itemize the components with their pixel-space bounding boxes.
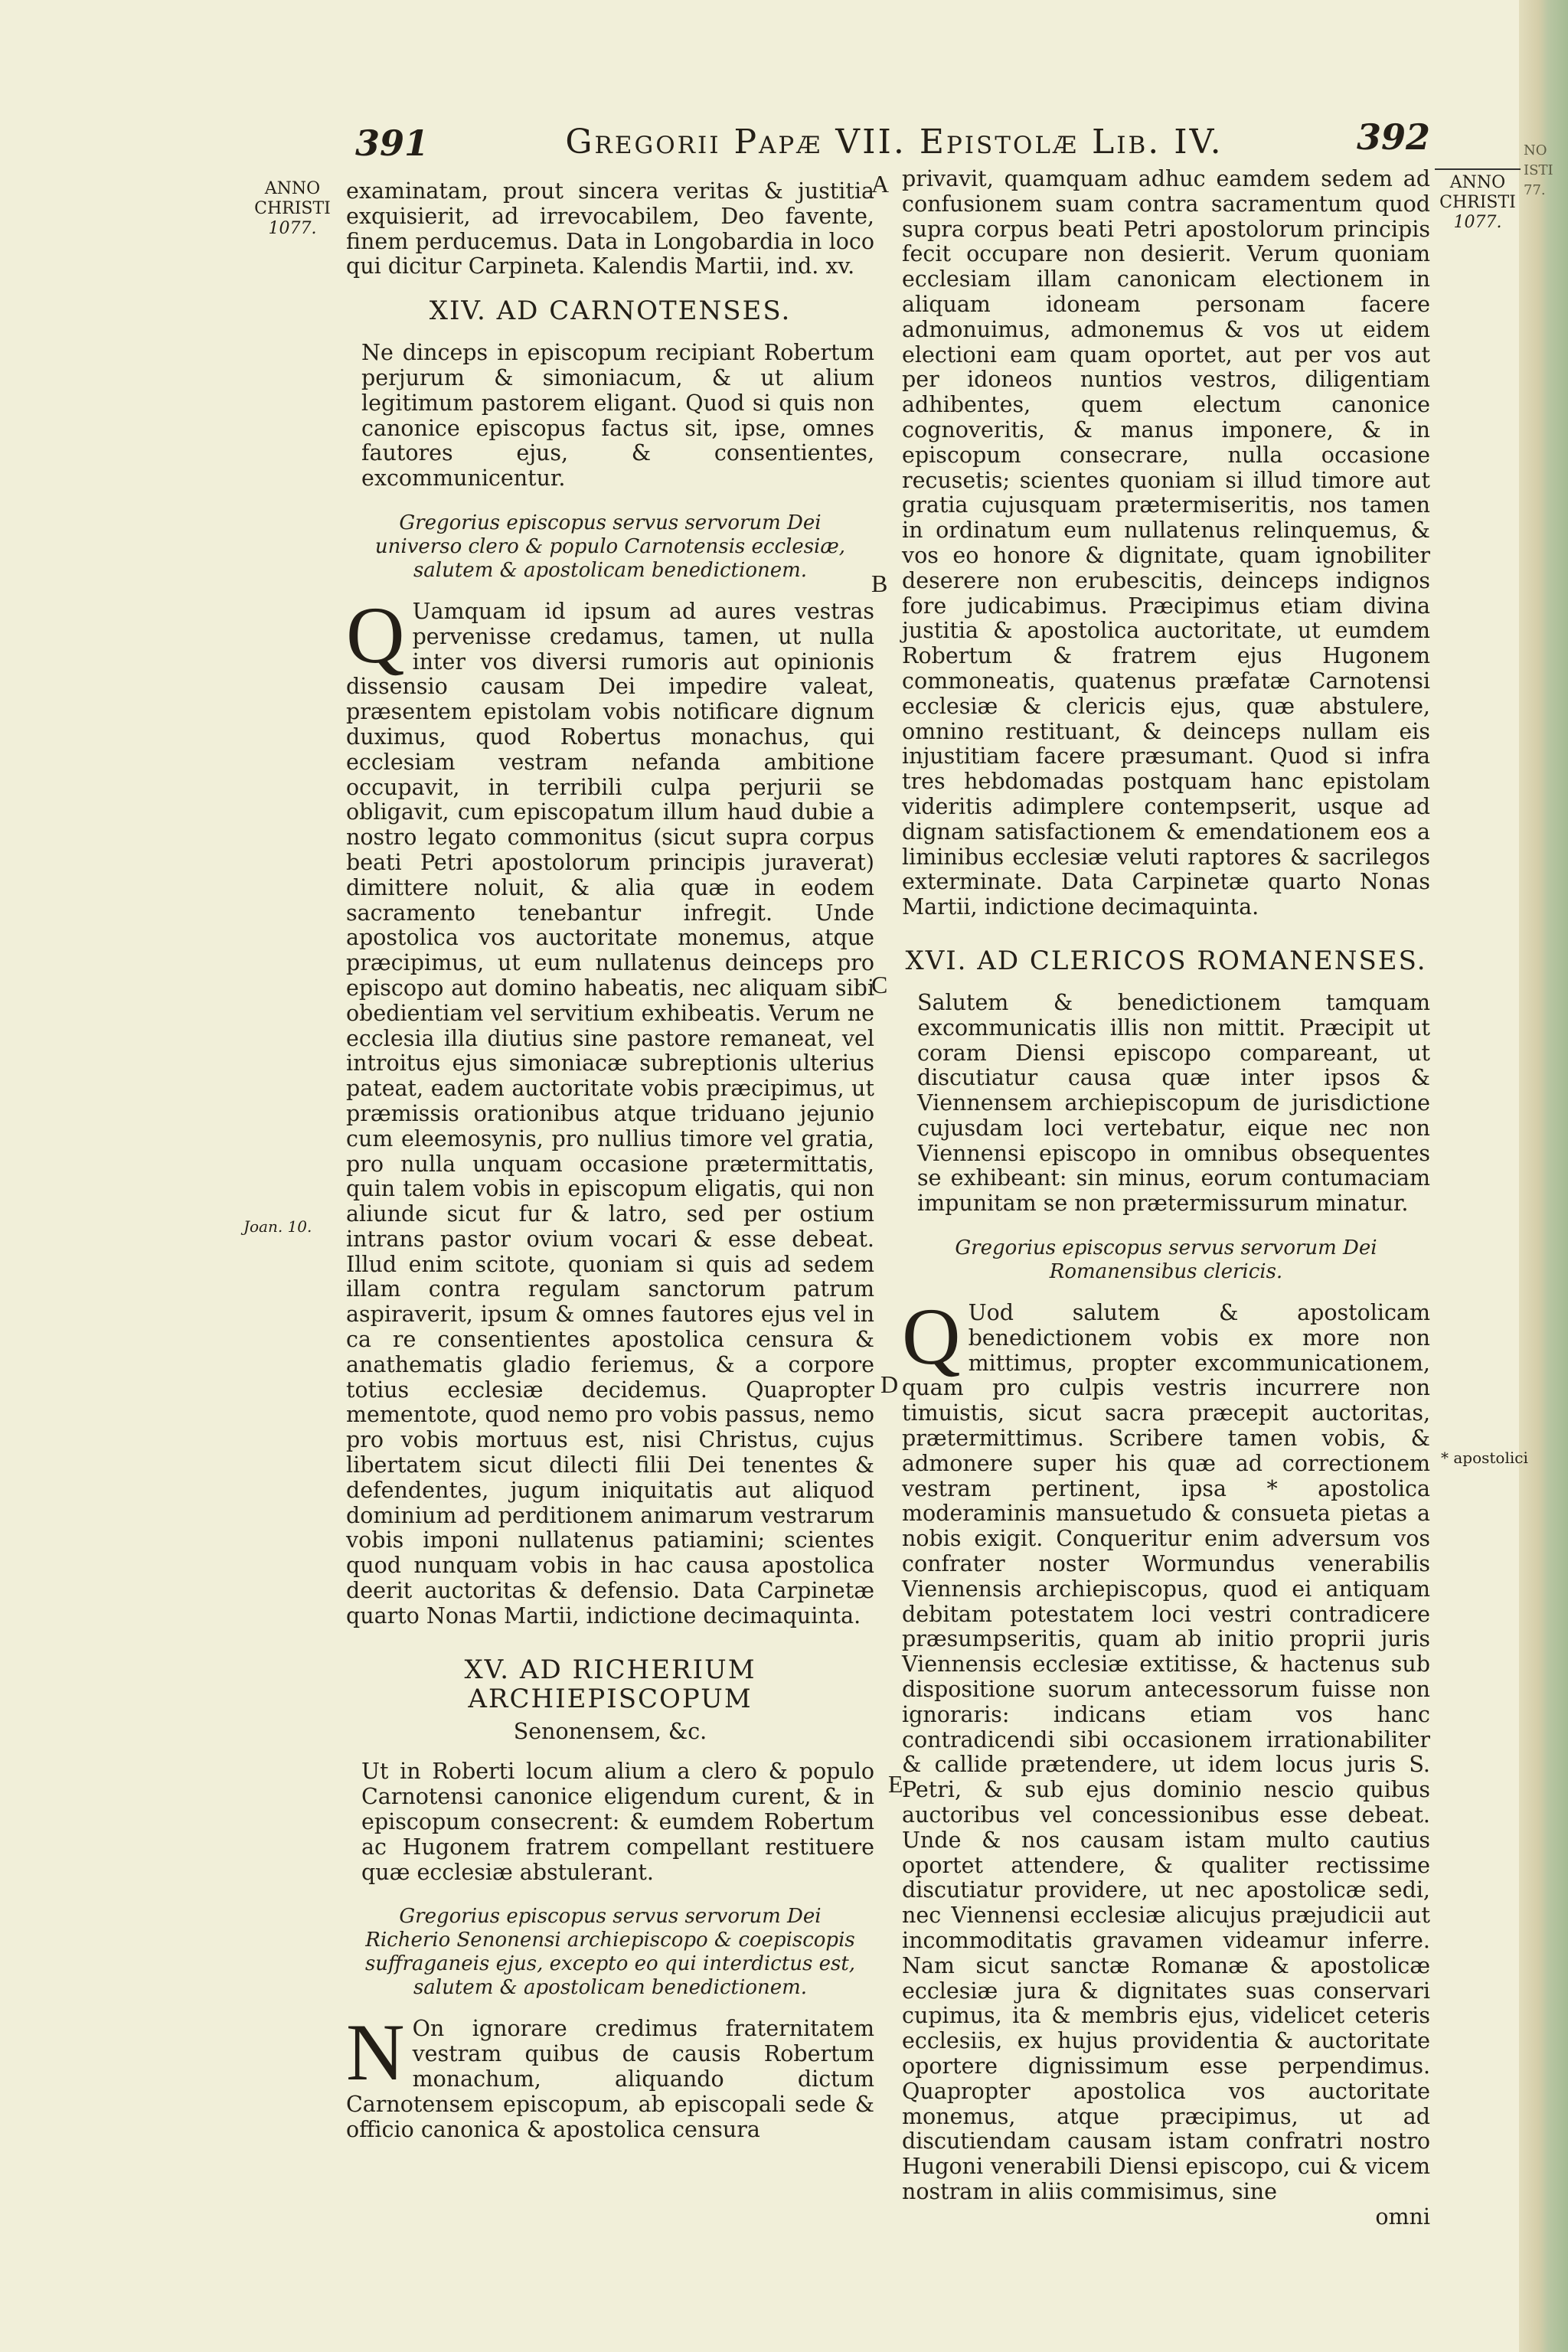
section-letter-d: D bbox=[880, 1370, 899, 1398]
anno-christi-right bbox=[1435, 168, 1521, 233]
section-letter-e: E bbox=[888, 1770, 903, 1798]
christi-label: CHRISTI bbox=[254, 199, 331, 218]
letter-heading-xv: XV. AD RICHERIUM ARCHIEPISCOPUM bbox=[464, 1654, 756, 1714]
continued-text: privavit, quamquam adhuc eamdem sedem ad confusionem suam contra sacramentum quod supra corpus beati Petri apostolorum principis fecit occupare non desierit. Verum quoniam ecclesiam illam canonicam electionem in aliquam idoneam personam facere admonuimus, admonemus & vos ut eidem electioni eam quam oportet, aut per vos aut per idoneos nuntios vestros, diligentiam adhibentes, quem electum canonice cognoveritis, & manus imponere, & in episcopum consecrare, nulla occasione recusetis; scientes quoniam si illud timore aut gratia cujusquam prætermiseritis, nos tamen in ordinatum eum nullatenus relinquemus, & vos eo honore & dignitate, quam ignobiliter deserere non erubescitis, deinceps indignos fore judicabimus. Præcipimus etiam divina justitia & apostolica auctoritate, ut eumdem Robertum & fratrem ejus Hugonem commoneatis, quatenus præfatæ Carnotensi ecclesiæ & clericis ejus, quæ abstulere, omnino restituant, & deinceps nullam eis injustitiam facere præsumant. Quod si infra tres hebdomadas postquam hanc epistolam videritis adimplere contempserit, usque ad dignam satisfactionem & emendationem eos a liminibus ecclesiæ veluti raptores & sacrilegos exterminate. Data Carpinetæ quarto Nonas Martii, indictione decimaquinta. bbox=[902, 166, 1430, 920]
salutation-xiv: Gregorius episcopus servus servorum Dei universo clero & populo Carnotensis ecclesiæ, salutem & apostolicam benedictionem. bbox=[374, 511, 846, 582]
continued-text: examinatam, prout sincera veritas & justitia exquisierit, ad irrevocabilem, Deo favente, finem perducemus. Data in Longobardia in loco qui dicitur Carpineta. Kalendis Martii, ind. xv. bbox=[346, 178, 874, 279]
letter-body-xiv bbox=[346, 590, 874, 1629]
letter-heading-xvi: XVI. AD CLERICOS ROMANENSES. bbox=[905, 945, 1427, 976]
scripture-citation: Joan. 10. bbox=[243, 1217, 312, 1236]
edge-fragment: ISTI bbox=[1524, 162, 1553, 178]
left-page-number: 391 bbox=[355, 122, 430, 164]
letter-summary-xiv: Ne dinceps in episcopum recipiant Robertum perjurum & simoniacum, & ut alium legitimum pastorem eligant. Quod si quis non canonice episcopus factus sit, ipse, omnes fautores ejus, & consentientes, excommunicentur. bbox=[361, 340, 874, 492]
running-title: Gregorii Papæ VII. Epistolæ Lib. IV. bbox=[565, 122, 1223, 162]
salutation-xv: Gregorius episcopus servus servorum Dei Richerio Senonensi archiepiscopo & coepiscopis suffraganeis ejus, excepto eo qui interdictus est, salutem & apostolicam benedictionem. bbox=[364, 1905, 856, 2000]
drop-cap: Q bbox=[902, 1292, 961, 1382]
letter-heading-xiv: XIV. AD CARNOTENSES. bbox=[429, 296, 792, 327]
letter-summary-xv: Ut in Roberti locum alium a clero & populo Carnotensi canonice eligendum curent, & in episcopum consecrent: & eumdem Robertum ac Hugonem fratrem compellant restituere quæ ecclesiæ abstulerant. bbox=[361, 1759, 874, 1885]
right-page-number: 392 bbox=[1357, 116, 1431, 158]
right-column bbox=[902, 167, 1430, 2230]
edge-fragment: NO bbox=[1524, 142, 1547, 158]
anno-label: ANNO bbox=[264, 179, 321, 198]
letter-summary-xvi: Salutem & benedictionem tamquam excommunicatis illis non mittit. Præcipit ut coram Diensi episcopo compareant, ut discutiatur causa quæ inter ipsos & Viennensem archiepiscopum de jurisdictione cujusdam loci vertebatur, eique nec non Viennensi episcopo in omnibus obsequentes se exhibeant: sin minus, eorum contumaciam impunitam se non prætermissurum minatur. bbox=[917, 989, 1430, 1217]
letter-heading-xv-line2: Senonensem, &c. bbox=[513, 1718, 707, 1744]
anno-rule bbox=[1435, 168, 1521, 170]
anno-label: ANNO bbox=[1449, 173, 1506, 192]
section-letter-b: B bbox=[871, 570, 888, 597]
edge-fragment: 77. bbox=[1524, 182, 1546, 198]
christi-label: CHRISTI bbox=[1439, 193, 1516, 212]
letter-body-text: Uamquam id ipsum ad aures vestras pervenisse credamus, tamen, ut nulla inter vos diversi rumoris aut opinionis dissensio causam Dei impedire valeat, præsentem epistolam vobis notificare dignum duximus, quod Robertus monachus, qui ecclesiam vestram nefanda ambitione occupavit, in terribili culpa perjurii se obligavit, cum episcopatum illum haud dubie a nostro legato commonitus (sicut supra corpus beati Petri apostolorum principis juraverat) dimittere noluit, & alia quæ in eodem sacramento tenebantur infregit. Unde apostolica vos auctoritate monemus, atque præcipimus, ut eum nullatenus deinceps pro episcopo aut domino habeatis, nec aliquam sibi obedientiam vel servitium exhibeatis. Verum ne ecclesia illa diutius sine pastore remaneat, vel introitus ejus simoniacæ subreptionis ulterius pateat, eadem auctoritate vobis præcipimus, ut præmissis orationibus atque triduano jejunio cum eleemosynis, pro nullius timore vel gratia, pro nulla unquam occasione prætermittatis, quin talem vobis in episcopum eligatis, qui non aliunde sicut fur & latro, sed per ostium intrans pastor ovium vocari & esse debeat. Illud enim scitote, quoniam si quis ad sedem illam contra regulam sanctorum patrum aspiraverit, ipsum & omnes fautores ejus vel in ca re consentientes apostolica censura & anathematis gladio feriemus, & a corpore totius ecclesiæ decidemus. Quapropter mementote, quod nemo pro vobis passus, nemo pro vobis mortuus est, nisi Christus, cujus libertatem sicut dilecti filii Dei tenentes & defendentes, jugum iniquitatis aut aliquod dominium ad perditionem animarum vestrarum vobis imponi nullatenus patiamini; scientes quod nunquam vobis in hac causa apostolica deerit auctoritas & defensio. Data Carpinetæ quarto Nonas Martii, indictione decimaquinta. bbox=[346, 598, 874, 1628]
section-letter-a: A bbox=[871, 170, 890, 198]
marginal-note: * apostolici bbox=[1441, 1449, 1528, 1467]
section-letter-c: C bbox=[871, 971, 888, 998]
letter-body-xv bbox=[346, 2007, 874, 2142]
drop-cap: N bbox=[346, 2007, 405, 2098]
letter-body-text: Uod salutem & apostolicam benedictionem vobis ex more non mittimus, propter excommunicationem, quam pro culpis vestris incurrere non timuistis, sicut sacra præcepit auctoritas, prætermittimus. Scribere tamen vobis, & admonere super his quæ ad correctionem vestram pertinent, ipsa * apostolica moderaminis mansuetudo & consueta pietas a nobis exigit. Conqueritur enim adversum vos confrater noster Wormundus venerabilis Viennensis archiepiscopus, quod ei antiquam debitam potestatem loci vestri contradicere præsumpseritis, quam ab initio proprii juris Viennensis ecclesiæ extitisse, & hactenus sub dispositione suorum antecessorum fuisse non ignoraris: indicans etiam vos hanc contradicendi sibi occasionem irrationabiliter & callide prætendere, ut idem locus juris S. Petri, & sub ejus dominio nescio quibus auctoribus vel concessionibus esse debeat. Unde & nos causam istam multo cautius oportet attendere, & qualiter rectissime discutiatur providere, ut nec apostolicæ sedi, nec Viennensi ecclesiæ alicujus præjudicii aut incommoditatis gravamen videamur inferre. Nam sicut sanctæ Romanæ & apostolicæ ecclesiæ jura & dignitates suas conservari cupimus, ita & membris ejus, videlicet ceteris ecclesiis, ex hujus providentia & auctoritate oportere dignissimum esse perpendimus. Quapropter apostolica vos auctoritate monemus, atque præcipimus, ut ad discutiendam causam istam confratri nostro Hugoni venerabili Diensi episcopo, cui & vicem nostram in aliis commisimus, sine bbox=[902, 1300, 1430, 2204]
salutation-xvi: Gregorius episcopus servus servorum Dei Romanensibus clericis. bbox=[955, 1236, 1377, 1284]
drop-cap: Q bbox=[346, 590, 405, 680]
adjacent-page-edge bbox=[1519, 0, 1568, 2352]
anno-year: 1077. bbox=[1453, 213, 1502, 232]
anno-year: 1077. bbox=[268, 219, 317, 238]
left-column bbox=[346, 179, 874, 2142]
letter-body-text: On ignorare credimus fraternitatem vestram quibus de causis Robertum monachum, aliquando dictum Carnotensem episcopum, ab episcopali sede & officio canonica & apostolica censura bbox=[346, 2016, 874, 2142]
catchword: omni bbox=[1375, 2203, 1430, 2230]
anno-christi-left bbox=[250, 179, 335, 239]
letter-body-xvi bbox=[902, 1292, 1430, 2205]
